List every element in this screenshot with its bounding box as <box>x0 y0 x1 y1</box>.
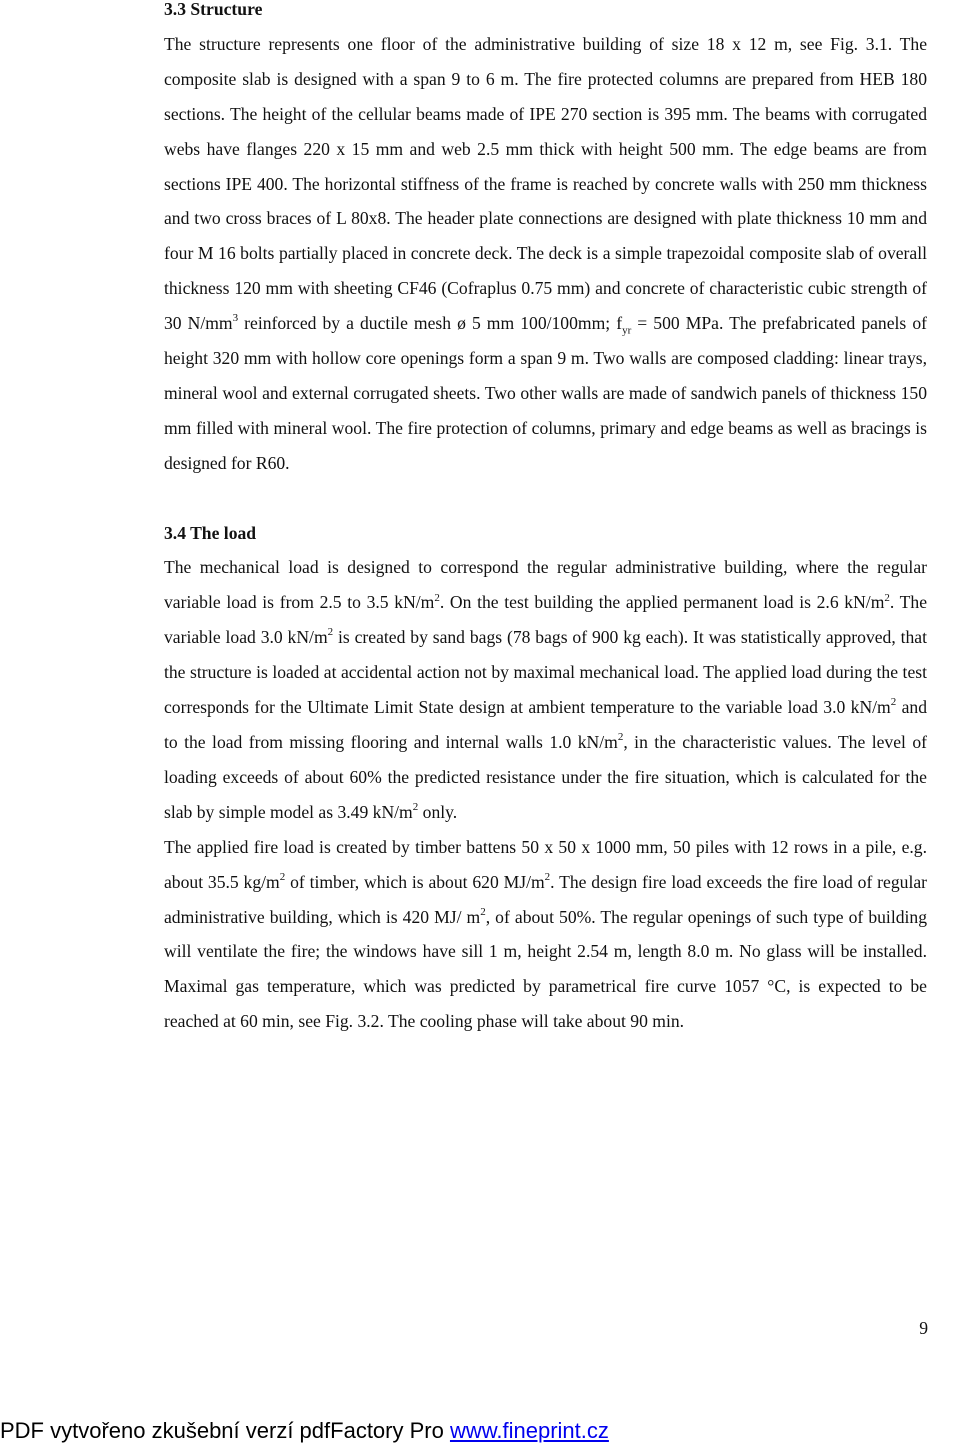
superscript: 2 <box>279 870 286 883</box>
superscript: 2 <box>412 800 419 813</box>
superscript: 2 <box>544 870 551 883</box>
superscript: 2 <box>890 696 897 709</box>
load-text-part: . On the test building the applied permanent load is 2.6 kN/m <box>439 592 885 613</box>
page-body <box>164 0 927 1039</box>
fire-text-part: The applied fire load is created by timber battens 50 x 50 x 1000 mm, 50 piles with 12 rows in a pile, e.g. about 35.5 kg/m <box>164 836 927 892</box>
load-text-part: . The variable load 3.0 kN/m <box>164 592 927 648</box>
load-paragraph-fire <box>164 830 927 1039</box>
structure-paragraph <box>164 27 927 481</box>
superscript: 3 <box>232 312 239 325</box>
fire-text-part: . The design fire load exceeds the fire load of regular administrative building, which is 420 MJ/ m <box>164 871 927 927</box>
subscript: yr <box>622 324 632 337</box>
fire-text-part: , of about 50%. The regular openings of such type of building will ventilate the fire; the windows have sill 1 m, height 2.54 m, length 8.0 m. No glass will be installed. Maximal gas temperature, which was predicted by parametrical fire curve 1057 °C, is expected to be reached at 60 min, see Fig. 3.2. The cooling phase will take about 90 min. <box>164 906 927 1032</box>
load-text-part: and to the load from missing flooring and internal walls 1.0 kN/m <box>164 697 927 753</box>
load-text-part: The mechanical load is designed to correspond the regular administrative building, where the regular variable load is from 2.5 to 3.5 kN/m <box>164 557 927 613</box>
superscript: 2 <box>434 591 440 604</box>
paragraph-spacer <box>164 481 927 516</box>
structure-text-part: = 500 MPa. The prefabricated panels of height 320 mm with hollow core openings form a span 9 m. Two walls are composed cladding: linear trays, mineral wool and external corrugated sheets. Two other walls are made of sandwich panels of thickness 150 mm filled with mineral wool. The fire protection of columns, primary and edge beams as well as bracings is designed for R60. <box>164 313 927 473</box>
load-text-part: only. <box>418 801 458 822</box>
footer-text: PDF vytvořeno zkušební verzí pdfFactory Pro <box>0 1418 450 1443</box>
section-heading-structure: 3.3 Structure <box>164 0 263 19</box>
superscript: 2 <box>480 905 486 918</box>
fire-text-part: of timber, which is about 620 MJ/m <box>285 871 545 892</box>
footer-link[interactable]: www.fineprint.cz <box>449 1418 609 1443</box>
load-paragraph-mechanical <box>164 550 927 829</box>
superscript: 2 <box>617 731 624 744</box>
load-text-part: is created by sand bags (78 bags of 900 kg each). It was statistically approved, that the structure is loaded at accidental action not by maximal mechanical load. The applied load during the test corresponds for the Ultimate Limit State design at ambient temperature to the variable load 3.0 kN/m <box>164 627 927 718</box>
superscript: 2 <box>327 626 334 639</box>
page-number: 9 <box>919 1318 928 1338</box>
structure-text-part: reinforced by a ductile mesh ø 5 mm 100/100mm; f <box>238 313 623 334</box>
superscript: 2 <box>884 591 890 604</box>
pdf-footer <box>0 1415 609 1446</box>
load-text-part: , in the characteristic values. The level of loading exceeds of about 60% the predicted resistance under the fire situation, which is calculated for the slab by simple model as 3.49 kN/m <box>164 732 927 822</box>
section-heading-load: 3.4 The load <box>164 522 257 543</box>
structure-text-part: The structure represents one floor of the administrative building of size 18 x 12 m, see Fig. 3.1. The composite slab is designed with a span 9 to 6 m. The fire protected columns are prepared from HEB 180 sections. The height of the cellular beams made of IPE 270 section is 395 mm. The beams with corrugated webs have flanges 220 x 15 mm and web 2.5 mm thick with height 500 mm. The edge beams are from sections IPE 400. The horizontal stiffness of the frame is reached by concrete walls with 250 mm thickness and two cross braces of L 80x8. The header plate connections are designed with plate thickness 10 mm and four M 16 bolts partially placed in concrete deck. The deck is a simple trapezoidal composite slab of overall thickness 120 mm with sheeting CF46 (Cofraplus 0.75 mm) and concrete of characteristic cubic strength of 30 N/mm <box>164 33 927 334</box>
